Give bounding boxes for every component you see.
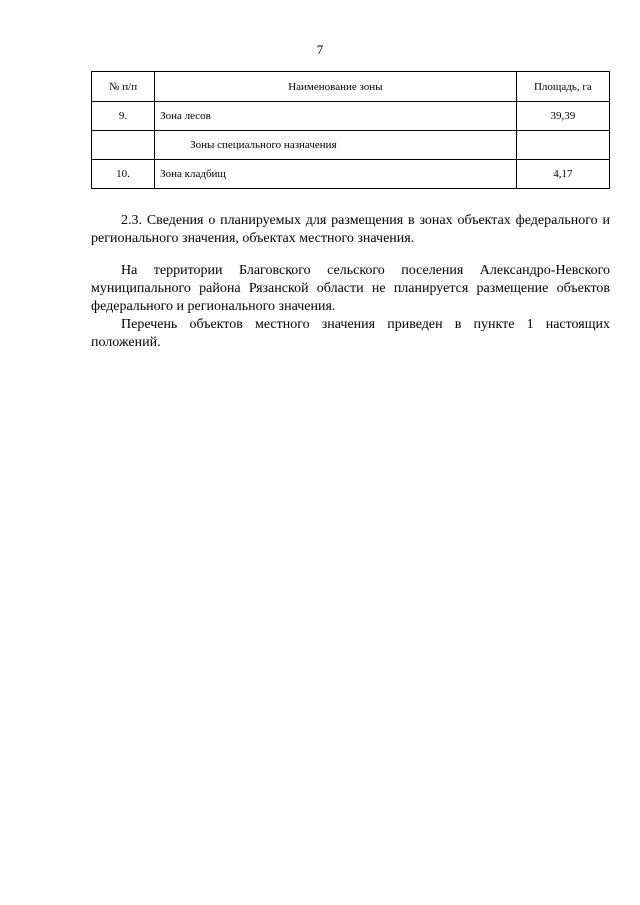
row-name: Зона кладбищ [155,160,517,189]
header-name: Наименование зоны [155,72,517,102]
header-num: № п/п [92,72,155,102]
section-body-block [91,262,610,352]
zones-table [91,71,610,189]
row-num: 9. [92,102,155,131]
row-num: 10. [92,160,155,189]
table-row [92,160,610,189]
group-title: Зоны специального назначения [155,131,517,160]
row-area: 4,17 [516,160,609,189]
page-number: 7 [316,42,324,57]
table-group-row [92,131,610,160]
table-header-row [92,72,610,102]
body-paragraph-1: На территории Благовского сельского поселения Александро-Невского муниципального района Рязанской области не планируется размещение объектов федерального и регионального значения. [91,263,610,314]
row-num [92,131,155,160]
row-area: 39,39 [516,102,609,131]
section-heading-block [91,212,610,248]
row-area [516,131,609,160]
body-paragraph-2: Перечень объектов местного значения приведен в пункте 1 настоящих положений. [91,317,610,350]
header-area: Площадь, га [516,72,609,102]
section-heading-paragraph: 2.3. Сведения о планируемых для размещения в зонах объектах федерального и регионального значения, объектах местного значения. [91,213,610,246]
row-name: Зона лесов [155,102,517,131]
table-row [92,102,610,131]
